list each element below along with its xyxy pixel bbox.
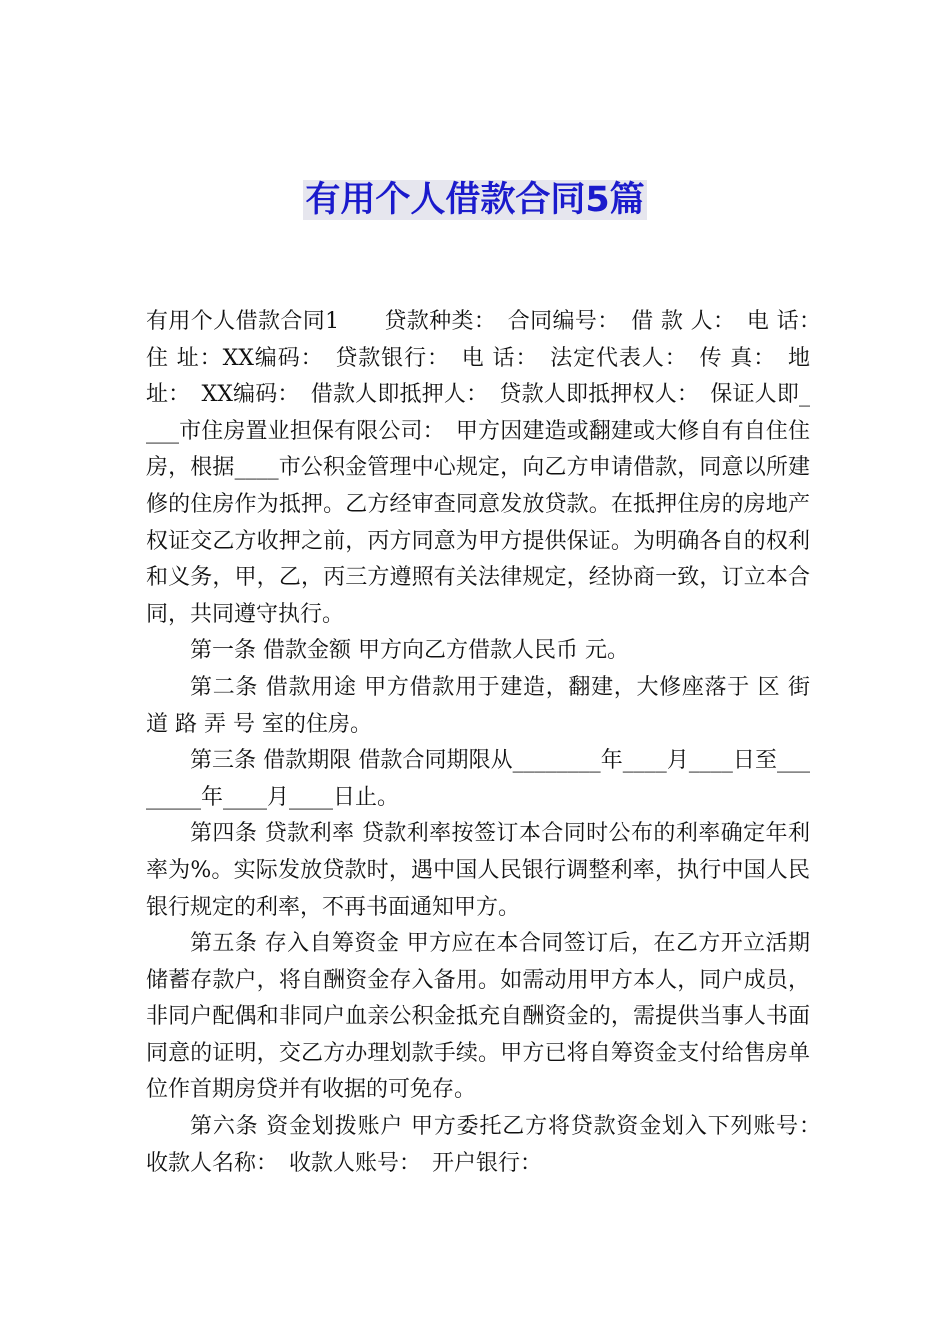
document-title bbox=[0, 178, 950, 222]
paragraph-article-6: 第六条 资金划拨账户 甲方委托乙方将贷款资金划入下列账号： 收款人名称： 收款人账号： 开户银行： bbox=[146, 1114, 833, 1176]
paragraph-preamble: 有用个人借款合同1 贷款种类： 合同编号： 借 款 人： 电 话： 住 址：XX编码： 贷款银行： 电 话： 法定代表人： 传 真： 地 址： XX编码： 借款人即抵押人： 贷款人即抵押权人： 保证人即____市住房置业担保有限公司： 甲方因建造或翻建或大修自有自住住房，根据____市公积金管理中心规定，向乙方申请借款，同意以所建修的住房作为抵押。乙方经审查同意发放贷款。在抵押住房的房地产权证交乙方收押之前，丙方同意为甲方提供保证。为明确各自的权利和义务，甲，乙，丙三方遵照有关法律规定，经协商一致，订立本合同，共同遵守执行。 bbox=[146, 309, 833, 627]
document-title-text: 有用个人借款合同5篇 bbox=[305, 180, 645, 220]
paragraph-article-5: 第五条 存入自筹资金 甲方应在本合同签订后，在乙方开立活期储蓄存款户，将自酬资金存入备用。如需动用甲方本人，同户成员，非同户配偶和非同户血亲公积金抵充自酬资金的，需提供当事人书面同意的证明，交乙方办理划款手续。甲方已将自筹资金支付给售房单位作首期房贷并有收据的可免存。 bbox=[146, 931, 810, 1103]
paragraph-article-1: 第一条 借款金额 甲方向乙方借款人民币 元。 bbox=[190, 638, 629, 664]
paragraph-article-4: 第四条 贷款利率 贷款利率按签订本合同时公布的利率确定年利率为%。实际发放贷款时，遇中国人民银行调整利率，执行中国人民银行规定的利率，不再书面通知甲方。 bbox=[146, 821, 810, 920]
paragraph-article-2: 第二条 借款用途 甲方借款用于建造，翻建，大修座落于 区 街道 路 弄 号 室的住房。 bbox=[146, 674, 810, 737]
document-body bbox=[146, 304, 833, 1182]
paragraph-article-3: 第三条 借款期限 借款合同期限从________年____月____日至________年____月____日止。 bbox=[146, 748, 810, 810]
